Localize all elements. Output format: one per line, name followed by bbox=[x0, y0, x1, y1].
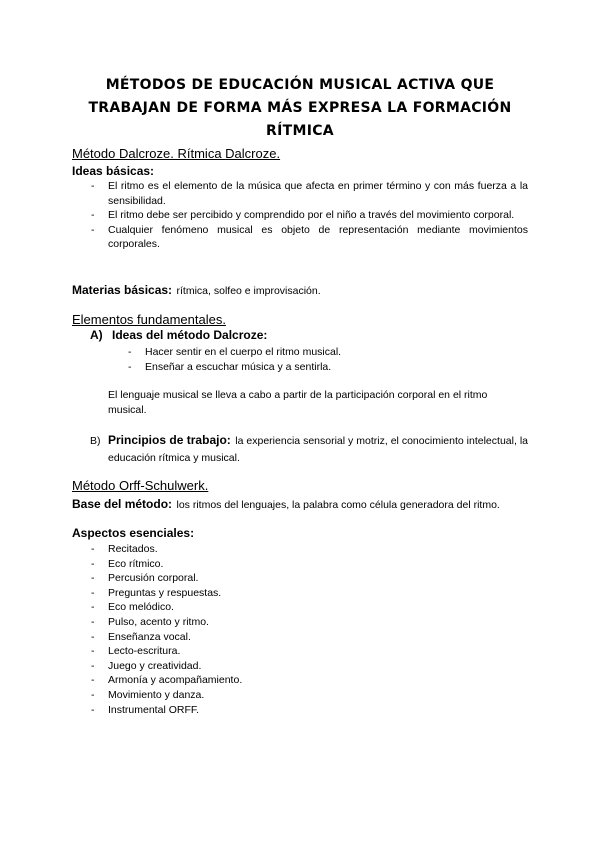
list-item: - Armonía y acompañamiento. bbox=[91, 674, 243, 687]
list-item: - Enseñanza vocal. bbox=[91, 630, 191, 643]
principios-trabajo bbox=[108, 432, 528, 466]
list-item: - El ritmo debe ser percibido y comprendido por el niño a través del movimiento corporal. bbox=[91, 209, 515, 222]
ideas-basicas-list bbox=[91, 179, 528, 252]
title-line-3: RÍTMICA bbox=[266, 123, 334, 139]
list-item: - Preguntas y respuestas. bbox=[91, 586, 222, 599]
orff-heading: Método Orff-Schulwerk. bbox=[72, 478, 209, 493]
elementos-heading: Elementos fundamentales. bbox=[72, 312, 226, 327]
list-item: - Recitados. bbox=[91, 543, 158, 555]
ideas-dalcroze-label: Ideas del método Dalcroze: bbox=[112, 328, 268, 342]
ideas-dalcroze-header bbox=[90, 328, 267, 342]
list-item: - Hacer sentir en el cuerpo el ritmo musical. bbox=[128, 346, 342, 358]
list-item: - Lecto-escritura. bbox=[91, 645, 181, 658]
materias-basicas-label: Materias básicas: bbox=[72, 283, 173, 297]
materias-basicas bbox=[72, 281, 321, 299]
list-item: - Eco rítmico. bbox=[91, 557, 164, 570]
list-item: - Enseñar a escuchar música y a sentirla. bbox=[128, 360, 332, 373]
section-a-marker: A) bbox=[90, 328, 103, 342]
list-item: - Instrumental ORFF. bbox=[91, 703, 200, 716]
ideas-dalcroze-list bbox=[128, 345, 525, 374]
list-item: - El ritmo es el elemento de la música que afecta en primer término y con más fuerza a la sensibilidad. bbox=[91, 180, 528, 207]
principios-trabajo-label: Principios de trabajo: bbox=[108, 433, 231, 447]
base-metodo-label: Base del método: bbox=[72, 497, 173, 511]
aspectos-esenciales-label: Aspectos esenciales: bbox=[72, 526, 195, 540]
list-item: - Cualquier fenómeno musical es objeto de representación mediante movimientos corporales. bbox=[91, 223, 528, 251]
title-line-1: MÉTODOS DE EDUCACIÓN MUSICAL ACTIVA QUE bbox=[105, 77, 495, 93]
base-metodo bbox=[72, 495, 500, 513]
page-title bbox=[60, 74, 540, 143]
materias-basicas-text: rítmica, solfeo e improvisación. bbox=[176, 285, 321, 297]
list-item: - Pulso, acento y ritmo. bbox=[91, 615, 209, 628]
ideas-basicas-label: Ideas básicas: bbox=[72, 164, 155, 178]
section-b-marker: B) bbox=[90, 435, 101, 447]
list-item: - Movimiento y danza. bbox=[91, 688, 205, 701]
list-item: - Percusión corporal. bbox=[91, 572, 199, 585]
aspectos-esenciales-list bbox=[91, 542, 408, 717]
dalcroze-heading: Método Dalcroze. Rítmica Dalcroze. bbox=[72, 146, 281, 161]
list-item: - Eco melódico. bbox=[91, 601, 174, 614]
lenguaje-musical-paragraph: El lenguaje musical se lleva a cabo a partir de la participación corporal en el ritmo musical. bbox=[108, 389, 488, 416]
title-line-2: TRABAJAN DE FORMA MÁS EXPRESA LA FORMACIÓN bbox=[88, 100, 512, 116]
base-metodo-text: los ritmos del lenguajes, la palabra como célula generadora del ritmo. bbox=[176, 499, 500, 511]
principios-trabajo-text: la experiencia sensorial y motriz, el conocimiento intelectual, la educación rítmica y musical. bbox=[108, 435, 529, 464]
list-item: - Juego y creatividad. bbox=[91, 659, 202, 672]
